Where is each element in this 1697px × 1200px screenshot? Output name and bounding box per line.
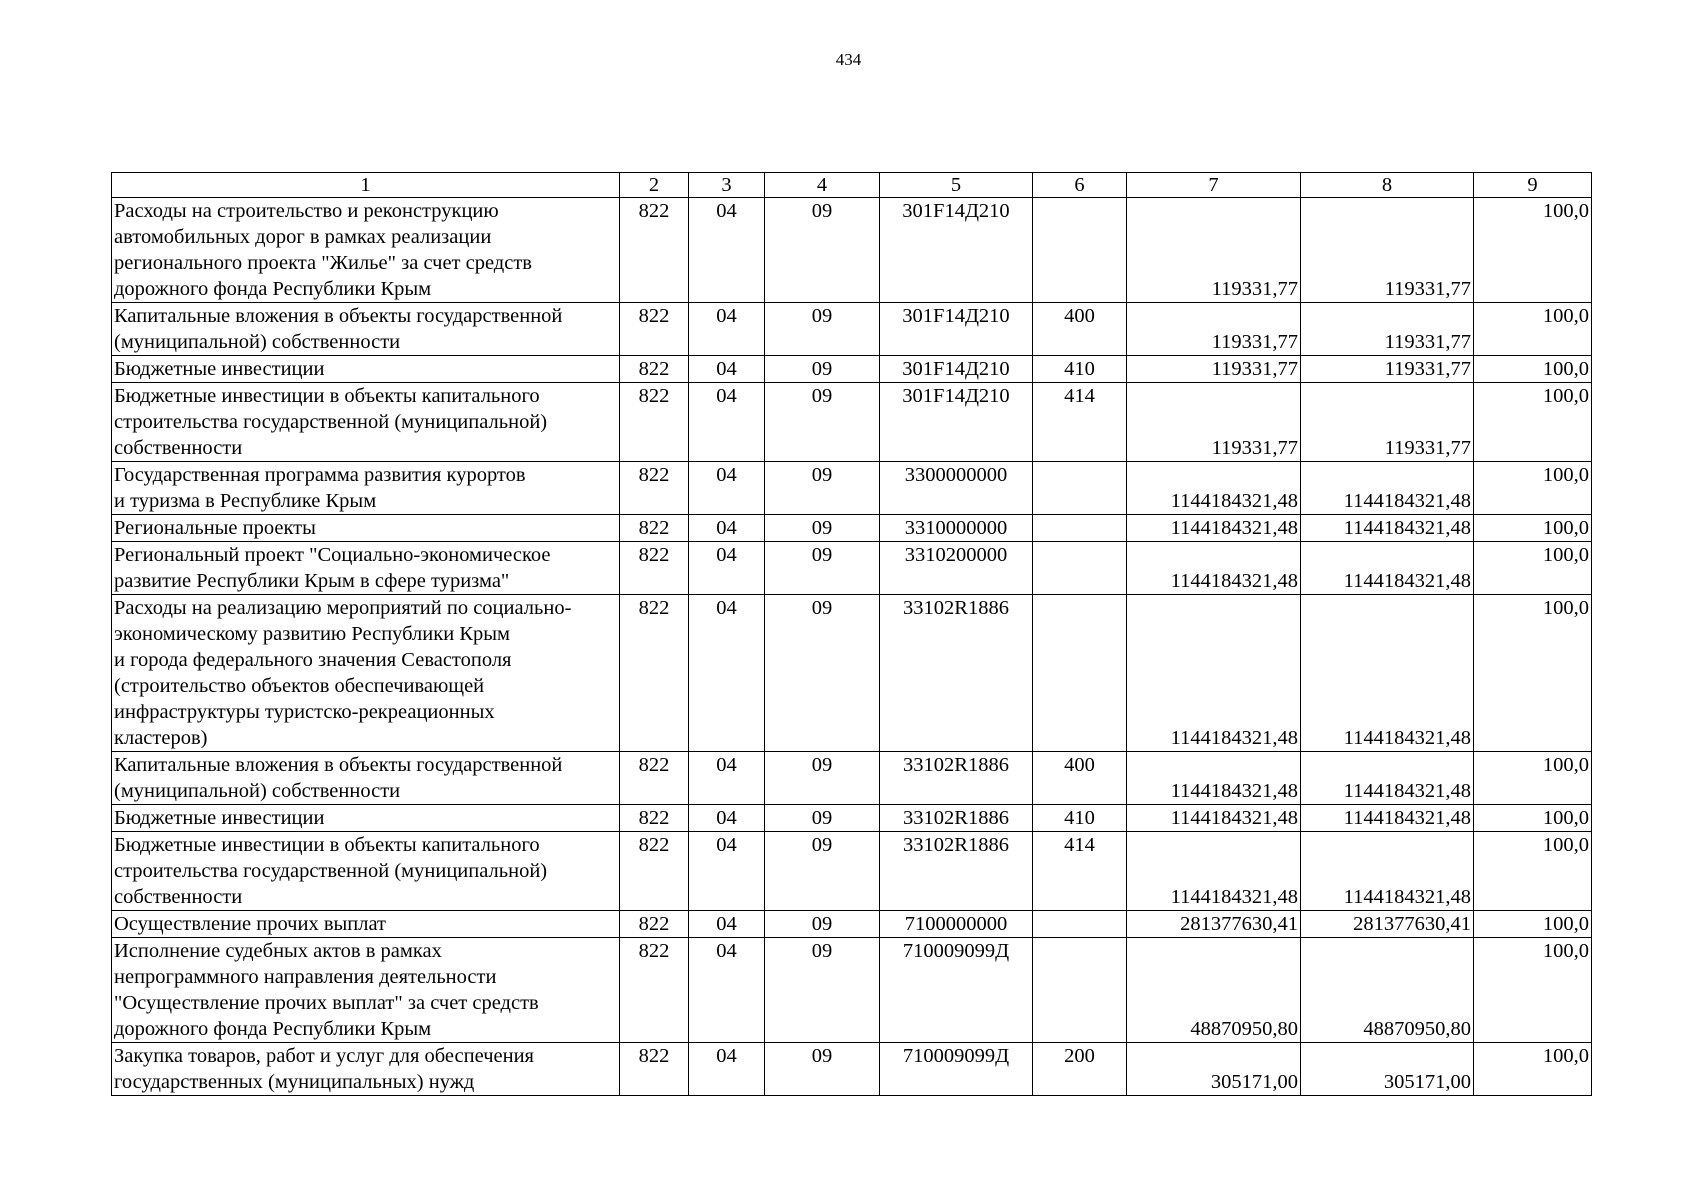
- row-name: Капитальные вложения в объекты государственной (муниципальной) собственности: [112, 752, 620, 805]
- cell-percent: 100,0: [1474, 303, 1592, 356]
- cell-percent: 100,0: [1474, 462, 1592, 515]
- cell-target-article: 710009099Д: [880, 938, 1033, 1043]
- cell-target-article: 7100000000: [880, 911, 1033, 938]
- cell-section: 04: [689, 1043, 765, 1096]
- budget-table: [111, 172, 1592, 1096]
- row-name: Бюджетные инвестиции: [112, 356, 620, 383]
- cell-code: 822: [620, 832, 689, 911]
- header-cell: 3: [689, 173, 765, 198]
- cell-subsection: 09: [765, 1043, 880, 1096]
- cell-target-article: 301F14Д210: [880, 383, 1033, 462]
- cell-code: 822: [620, 1043, 689, 1096]
- cell-subsection: 09: [765, 805, 880, 832]
- cell-subsection: 09: [765, 462, 880, 515]
- cell-target-article: 301F14Д210: [880, 198, 1033, 303]
- row-name: Закупка товаров, работ и услуг для обеспечения государственных (муниципальных) нужд: [112, 1043, 620, 1096]
- cell-code: 822: [620, 383, 689, 462]
- cell-amount-7: 1144184321,48: [1127, 595, 1301, 752]
- cell-amount-7: 305171,00: [1127, 1043, 1301, 1096]
- cell-code: 822: [620, 542, 689, 595]
- cell-section: 04: [689, 462, 765, 515]
- table-row: [112, 832, 1592, 911]
- cell-amount-7: 1144184321,48: [1127, 752, 1301, 805]
- cell-expense-type: [1033, 938, 1127, 1043]
- cell-amount-8: 305171,00: [1301, 1043, 1474, 1096]
- cell-amount-8: 119331,77: [1301, 356, 1474, 383]
- cell-percent: 100,0: [1474, 356, 1592, 383]
- cell-code: 822: [620, 595, 689, 752]
- cell-section: 04: [689, 911, 765, 938]
- cell-amount-7: 1144184321,48: [1127, 805, 1301, 832]
- cell-amount-7: 48870950,80: [1127, 938, 1301, 1043]
- cell-percent: 100,0: [1474, 1043, 1592, 1096]
- cell-subsection: 09: [765, 595, 880, 752]
- cell-amount-7: 1144184321,48: [1127, 832, 1301, 911]
- header-cell: 7: [1127, 173, 1301, 198]
- table-row: [112, 383, 1592, 462]
- cell-target-article: 301F14Д210: [880, 303, 1033, 356]
- header-cell: 2: [620, 173, 689, 198]
- cell-amount-8: 119331,77: [1301, 383, 1474, 462]
- cell-subsection: 09: [765, 515, 880, 542]
- cell-percent: 100,0: [1474, 832, 1592, 911]
- row-name: Исполнение судебных актов в рамках непрограммного направления деятельности "Осуществление прочих выплат" за счет средств дорожного фонда Республики Крым: [112, 938, 620, 1043]
- cell-target-article: 33102R1886: [880, 805, 1033, 832]
- cell-amount-8: 119331,77: [1301, 198, 1474, 303]
- cell-section: 04: [689, 356, 765, 383]
- cell-section: 04: [689, 515, 765, 542]
- cell-amount-8: 1144184321,48: [1301, 805, 1474, 832]
- cell-amount-8: 281377630,41: [1301, 911, 1474, 938]
- cell-amount-7: 119331,77: [1127, 356, 1301, 383]
- cell-expense-type: [1033, 542, 1127, 595]
- cell-section: 04: [689, 383, 765, 462]
- cell-expense-type: 400: [1033, 303, 1127, 356]
- cell-subsection: 09: [765, 356, 880, 383]
- cell-code: 822: [620, 515, 689, 542]
- cell-subsection: 09: [765, 832, 880, 911]
- cell-subsection: 09: [765, 383, 880, 462]
- cell-amount-8: 1144184321,48: [1301, 462, 1474, 515]
- cell-percent: 100,0: [1474, 515, 1592, 542]
- cell-section: 04: [689, 198, 765, 303]
- row-name: Региональные проекты: [112, 515, 620, 542]
- header-cell: 6: [1033, 173, 1127, 198]
- cell-amount-8: 1144184321,48: [1301, 542, 1474, 595]
- cell-code: 822: [620, 938, 689, 1043]
- cell-target-article: 710009099Д: [880, 1043, 1033, 1096]
- cell-expense-type: [1033, 515, 1127, 542]
- row-name: Бюджетные инвестиции в объекты капитального строительства государственной (муниципальной) собственности: [112, 832, 620, 911]
- cell-target-article: 33102R1886: [880, 595, 1033, 752]
- row-name: Осуществление прочих выплат: [112, 911, 620, 938]
- table-row: [112, 1043, 1592, 1096]
- cell-code: 822: [620, 356, 689, 383]
- cell-expense-type: [1033, 462, 1127, 515]
- table-row: [112, 198, 1592, 303]
- cell-section: 04: [689, 303, 765, 356]
- cell-amount-8: 1144184321,48: [1301, 515, 1474, 542]
- cell-section: 04: [689, 805, 765, 832]
- cell-target-article: 3310000000: [880, 515, 1033, 542]
- cell-expense-type: [1033, 911, 1127, 938]
- row-name: Региональный проект "Социально-экономическое развитие Республики Крым в сфере туризма": [112, 542, 620, 595]
- cell-subsection: 09: [765, 542, 880, 595]
- cell-code: 822: [620, 198, 689, 303]
- cell-subsection: 09: [765, 303, 880, 356]
- cell-percent: 100,0: [1474, 542, 1592, 595]
- table-row: [112, 462, 1592, 515]
- cell-percent: 100,0: [1474, 383, 1592, 462]
- row-name: Бюджетные инвестиции в объекты капитального строительства государственной (муниципальной) собственности: [112, 383, 620, 462]
- cell-expense-type: 410: [1033, 356, 1127, 383]
- cell-amount-7: 281377630,41: [1127, 911, 1301, 938]
- cell-amount-7: 1144184321,48: [1127, 542, 1301, 595]
- table-row: [112, 542, 1592, 595]
- cell-amount-7: 119331,77: [1127, 383, 1301, 462]
- cell-amount-8: 1144184321,48: [1301, 832, 1474, 911]
- header-cell: 5: [880, 173, 1033, 198]
- cell-target-article: 301F14Д210: [880, 356, 1033, 383]
- cell-percent: 100,0: [1474, 752, 1592, 805]
- cell-percent: 100,0: [1474, 805, 1592, 832]
- cell-expense-type: 200: [1033, 1043, 1127, 1096]
- table-row: [112, 911, 1592, 938]
- cell-subsection: 09: [765, 198, 880, 303]
- row-name: Капитальные вложения в объекты государственной (муниципальной) собственности: [112, 303, 620, 356]
- row-name: Расходы на реализацию мероприятий по социально- экономическому развитию Республики Крым и города федерального значения Севастополя (строительство объектов обеспечивающей инфраструктуры туристско-рекреационных кластеров): [112, 595, 620, 752]
- cell-percent: 100,0: [1474, 911, 1592, 938]
- cell-amount-8: 1144184321,48: [1301, 752, 1474, 805]
- cell-expense-type: 410: [1033, 805, 1127, 832]
- row-name: Бюджетные инвестиции: [112, 805, 620, 832]
- cell-amount-7: 119331,77: [1127, 198, 1301, 303]
- cell-subsection: 09: [765, 938, 880, 1043]
- cell-percent: 100,0: [1474, 595, 1592, 752]
- header-cell: 1: [112, 173, 620, 198]
- cell-section: 04: [689, 542, 765, 595]
- table-row: [112, 303, 1592, 356]
- cell-code: 822: [620, 911, 689, 938]
- cell-percent: 100,0: [1474, 198, 1592, 303]
- cell-section: 04: [689, 595, 765, 752]
- page-number: 434: [835, 50, 862, 69]
- header-cell: 4: [765, 173, 880, 198]
- header-cell: 8: [1301, 173, 1474, 198]
- cell-amount-8: 119331,77: [1301, 303, 1474, 356]
- cell-expense-type: 414: [1033, 832, 1127, 911]
- table-row: [112, 805, 1592, 832]
- cell-subsection: 09: [765, 911, 880, 938]
- header-cell: 9: [1474, 173, 1592, 198]
- cell-expense-type: [1033, 198, 1127, 303]
- table-row: [112, 515, 1592, 542]
- cell-amount-7: 119331,77: [1127, 303, 1301, 356]
- cell-expense-type: [1033, 595, 1127, 752]
- table-row: [112, 595, 1592, 752]
- cell-amount-8: 48870950,80: [1301, 938, 1474, 1043]
- cell-expense-type: 400: [1033, 752, 1127, 805]
- cell-amount-7: 1144184321,48: [1127, 515, 1301, 542]
- cell-percent: 100,0: [1474, 938, 1592, 1043]
- cell-target-article: 33102R1886: [880, 832, 1033, 911]
- cell-code: 822: [620, 805, 689, 832]
- cell-code: 822: [620, 752, 689, 805]
- cell-expense-type: 414: [1033, 383, 1127, 462]
- cell-amount-8: 1144184321,48: [1301, 595, 1474, 752]
- cell-code: 822: [620, 462, 689, 515]
- row-name: Расходы на строительство и реконструкцию автомобильных дорог в рамках реализации регионального проекта "Жилье" за счет средств дорожного фонда Республики Крым: [112, 198, 620, 303]
- table-row: [112, 752, 1592, 805]
- table-row: [112, 938, 1592, 1043]
- cell-subsection: 09: [765, 752, 880, 805]
- cell-target-article: 33102R1886: [880, 752, 1033, 805]
- cell-target-article: 3310200000: [880, 542, 1033, 595]
- cell-section: 04: [689, 752, 765, 805]
- cell-code: 822: [620, 303, 689, 356]
- cell-amount-7: 1144184321,48: [1127, 462, 1301, 515]
- cell-section: 04: [689, 938, 765, 1043]
- row-name: Государственная программа развития курортов и туризма в Республике Крым: [112, 462, 620, 515]
- cell-target-article: 3300000000: [880, 462, 1033, 515]
- table-row: [112, 356, 1592, 383]
- cell-section: 04: [689, 832, 765, 911]
- column-number-header: [112, 173, 1592, 198]
